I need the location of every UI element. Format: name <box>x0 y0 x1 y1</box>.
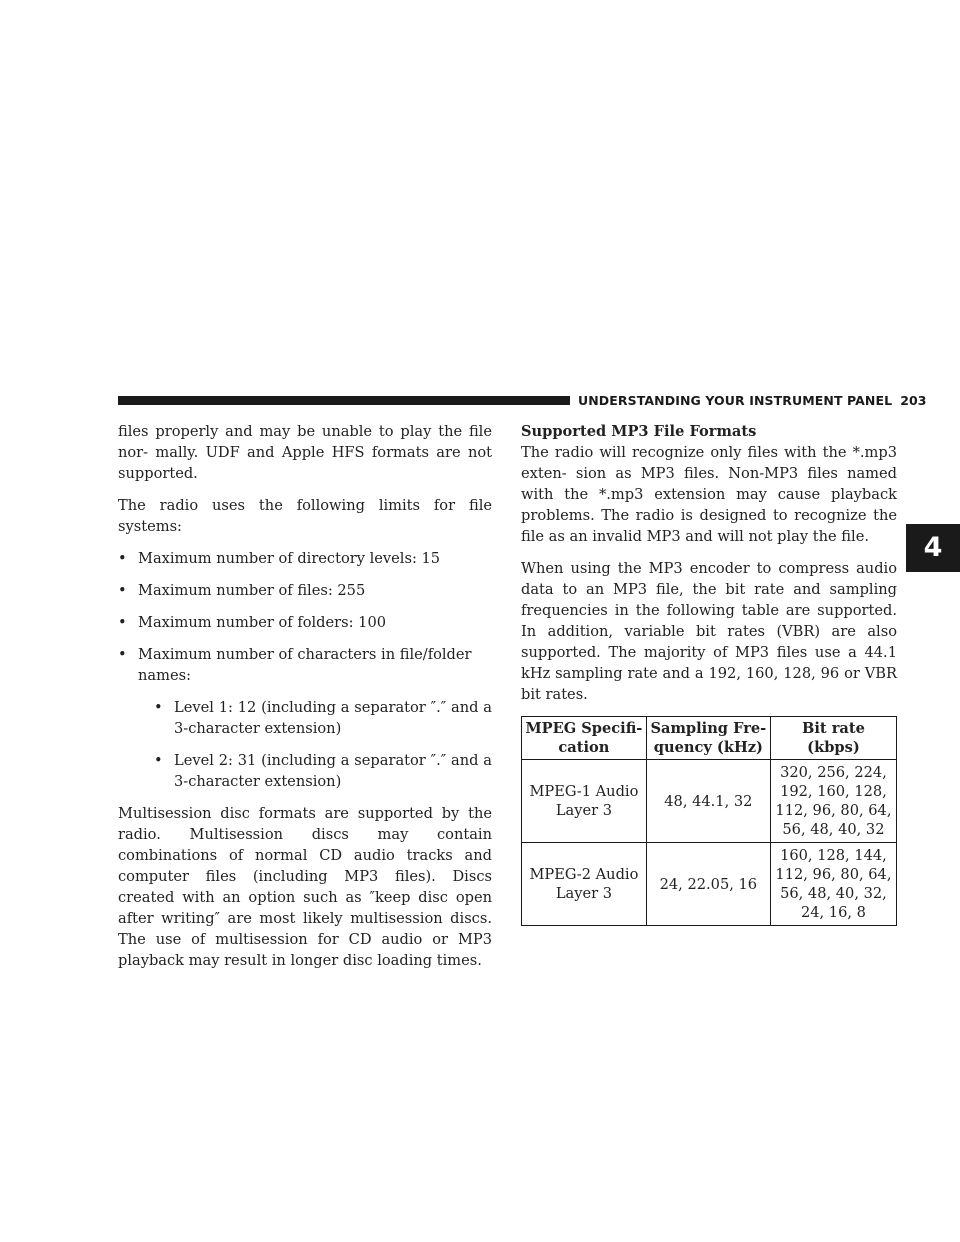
column-header: MPEG Specifi- cation <box>522 717 647 760</box>
header-rule <box>118 396 570 405</box>
paragraph: The radio will recognize only files with the *.mp3 exten- sion as MP3 files. Non-MP3 files named with the *.mp3 extension may cause playback problems. The radio is designed to recognize the file as an invalid MP3 and will not play the file. <box>521 444 897 545</box>
paragraph: Multisession disc formats are supported by the radio. Multisession discs may contain combinations of normal CD audio tracks and computer files (including MP3 files). Discs created with an option such as ″keep disc open after writing″ are most likely multisession discs. The use of multisession for CD audio or MP3 playback may result in longer disc loading times. <box>118 805 492 969</box>
column-header: Bit rate (kbps) <box>770 717 896 760</box>
table-cell: MPEG-1 Audio Layer 3 <box>522 760 647 843</box>
bullet-icon: • <box>118 646 127 663</box>
table-header-row <box>522 717 897 760</box>
page-number: 203 <box>900 393 927 408</box>
right-column <box>521 421 897 926</box>
column-header: Sampling Fre- quency (kHz) <box>646 717 770 760</box>
section-title: UNDERSTANDING YOUR INSTRUMENT PANEL <box>578 393 893 408</box>
table-cell: 320, 256, 224, 192, 160, 128, 112, 96, 80, 64, 56, 48, 40, 32 <box>770 760 896 843</box>
mp3-format-table <box>521 716 897 926</box>
bullet-icon: • <box>118 582 127 599</box>
table-row <box>522 843 897 926</box>
bullet-icon: • <box>118 614 127 631</box>
list-item: • Maximum number of files: 255 <box>118 582 366 599</box>
bullet-icon: • <box>118 550 127 567</box>
table-row <box>522 760 897 843</box>
file-system-limits-list <box>118 548 492 792</box>
table-cell: 24, 22.05, 16 <box>646 843 770 926</box>
list-item: • Maximum number of folders: 100 <box>118 614 387 631</box>
chapter-tab: 4 <box>906 524 960 572</box>
bullet-icon: • <box>154 752 163 769</box>
table-cell: MPEG-2 Audio Layer 3 <box>522 843 647 926</box>
paragraph: files properly and may be unable to play the file nor- mally. UDF and Apple HFS formats are not supported. <box>118 423 492 482</box>
name-length-sublist <box>138 697 492 792</box>
table-cell: 48, 44.1, 32 <box>646 760 770 843</box>
table-cell: 160, 128, 144, 112, 96, 80, 64, 56, 48, 40, 32, 24, 16, 8 <box>770 843 896 926</box>
running-header <box>578 393 927 408</box>
list-item: • Maximum number of characters in file/folder names: • Level 1: 12 (including a separator ″.″ and a 3-character extension) • Level 2: 31 (including a separator ″.″ and a 3-character extension) <box>118 646 492 790</box>
paragraph: The radio uses the following limits for file systems: <box>118 497 492 535</box>
list-item: • Maximum number of directory levels: 15 <box>118 550 441 567</box>
bullet-icon: • <box>154 699 163 716</box>
paragraph: When using the MP3 encoder to compress audio data to an MP3 file, the bit rate and sampling frequencies in the following table are supported. In addition, variable bit rates (VBR) are also supported. The majority of MP3 files use a 44.1 kHz sampling rate and a 192, 160, 128, 96 or VBR bit rates. <box>521 560 897 703</box>
left-column <box>118 421 492 982</box>
sub-list-item: • Level 1: 12 (including a separator ″.″ and a 3-character extension) <box>154 699 492 737</box>
sub-list-item: • Level 2: 31 (including a separator ″.″ and a 3-character extension) <box>154 752 492 790</box>
section-heading: Supported MP3 File Formats <box>521 423 757 440</box>
